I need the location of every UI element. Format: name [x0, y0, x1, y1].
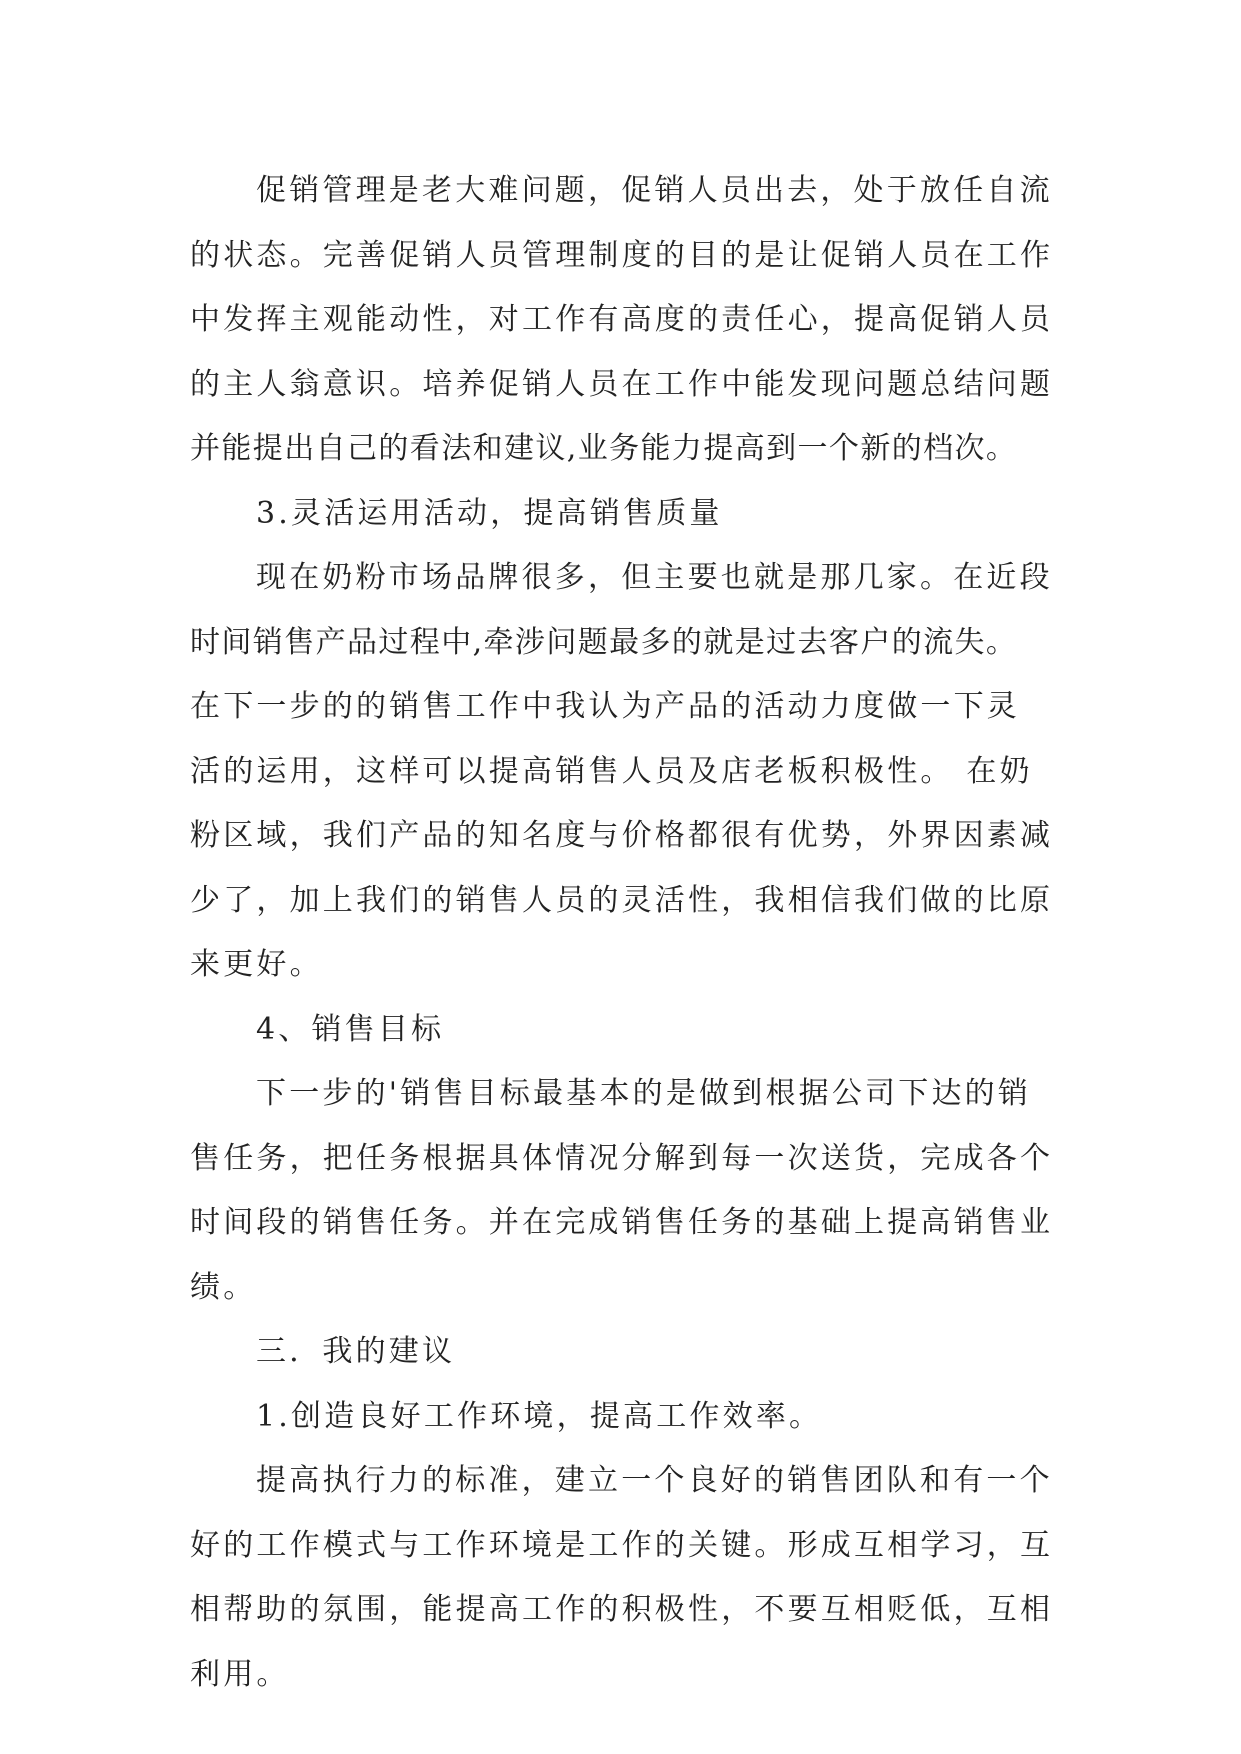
- paragraph-line: 活的运用，这样可以提高销售人员及店老板积极性。 在奶: [190, 753, 1033, 789]
- paragraph-line: 时间销售产品过程中,牵涉问题最多的就是过去客户的流失。: [190, 624, 1018, 660]
- paragraph-line: 来更好。: [190, 947, 323, 982]
- paragraph-line: 相帮助的氛围，能提高工作的积极性，不要互相贬低，互相: [190, 1592, 1054, 1627]
- section-heading: 1.创造良好工作环境，提高工作效率。: [256, 1398, 823, 1434]
- section-heading: 4、销售目标: [256, 1011, 445, 1047]
- paragraph-line: 绩。: [190, 1269, 257, 1305]
- paragraph-line: 售任务，把任务根据具体情况分解到每一次送货，完成各个: [190, 1140, 1054, 1176]
- paragraph-line: 粉区域，我们产品的知名度与价格都很有优势，外界因素减: [190, 818, 1054, 853]
- paragraph-line: 少了，加上我们的销售人员的灵活性，我相信我们做的比原: [190, 882, 1054, 918]
- paragraph-line: 现在奶粉市场品牌很多，但主要也就是那几家。在近段: [256, 560, 1053, 595]
- paragraph-line: 下一步的'销售目标最基本的是做到根据公司下达的销: [256, 1076, 1032, 1111]
- paragraph-line: 中发挥主观能动性，对工作有高度的责任心，提高促销人员: [190, 302, 1054, 337]
- paragraph-line: 促销管理是老大难问题，促销人员出去，处于放任自流: [256, 173, 1053, 208]
- paragraph-line: 在下一步的的销售工作中我认为产品的活动力度做一下灵: [190, 689, 1020, 724]
- section-heading: 3.灵活运用活动，提高销售质量: [256, 495, 723, 531]
- paragraph-line: 提高执行力的标准，建立一个良好的销售团队和有一个: [256, 1463, 1053, 1498]
- paragraph-line: 时间段的销售任务。并在完成销售任务的基础上提高销售业: [190, 1205, 1054, 1240]
- section-heading: 三．我的建议: [256, 1334, 456, 1369]
- paragraph-line: 好的工作模式与工作环境是工作的关键。形成互相学习，互: [190, 1527, 1054, 1563]
- document-body: [190, 159, 1054, 1707]
- paragraph-line: 利用。: [190, 1656, 290, 1692]
- paragraph-line: 并能提出自己的看法和建议,业务能力提高到一个新的档次。: [190, 431, 1018, 466]
- paragraph-line: 的主人翁意识。培养促销人员在工作中能发现问题总结问题: [190, 366, 1054, 402]
- paragraph-line: 的状态。完善促销人员管理制度的目的是让促销人员在工作: [190, 237, 1054, 273]
